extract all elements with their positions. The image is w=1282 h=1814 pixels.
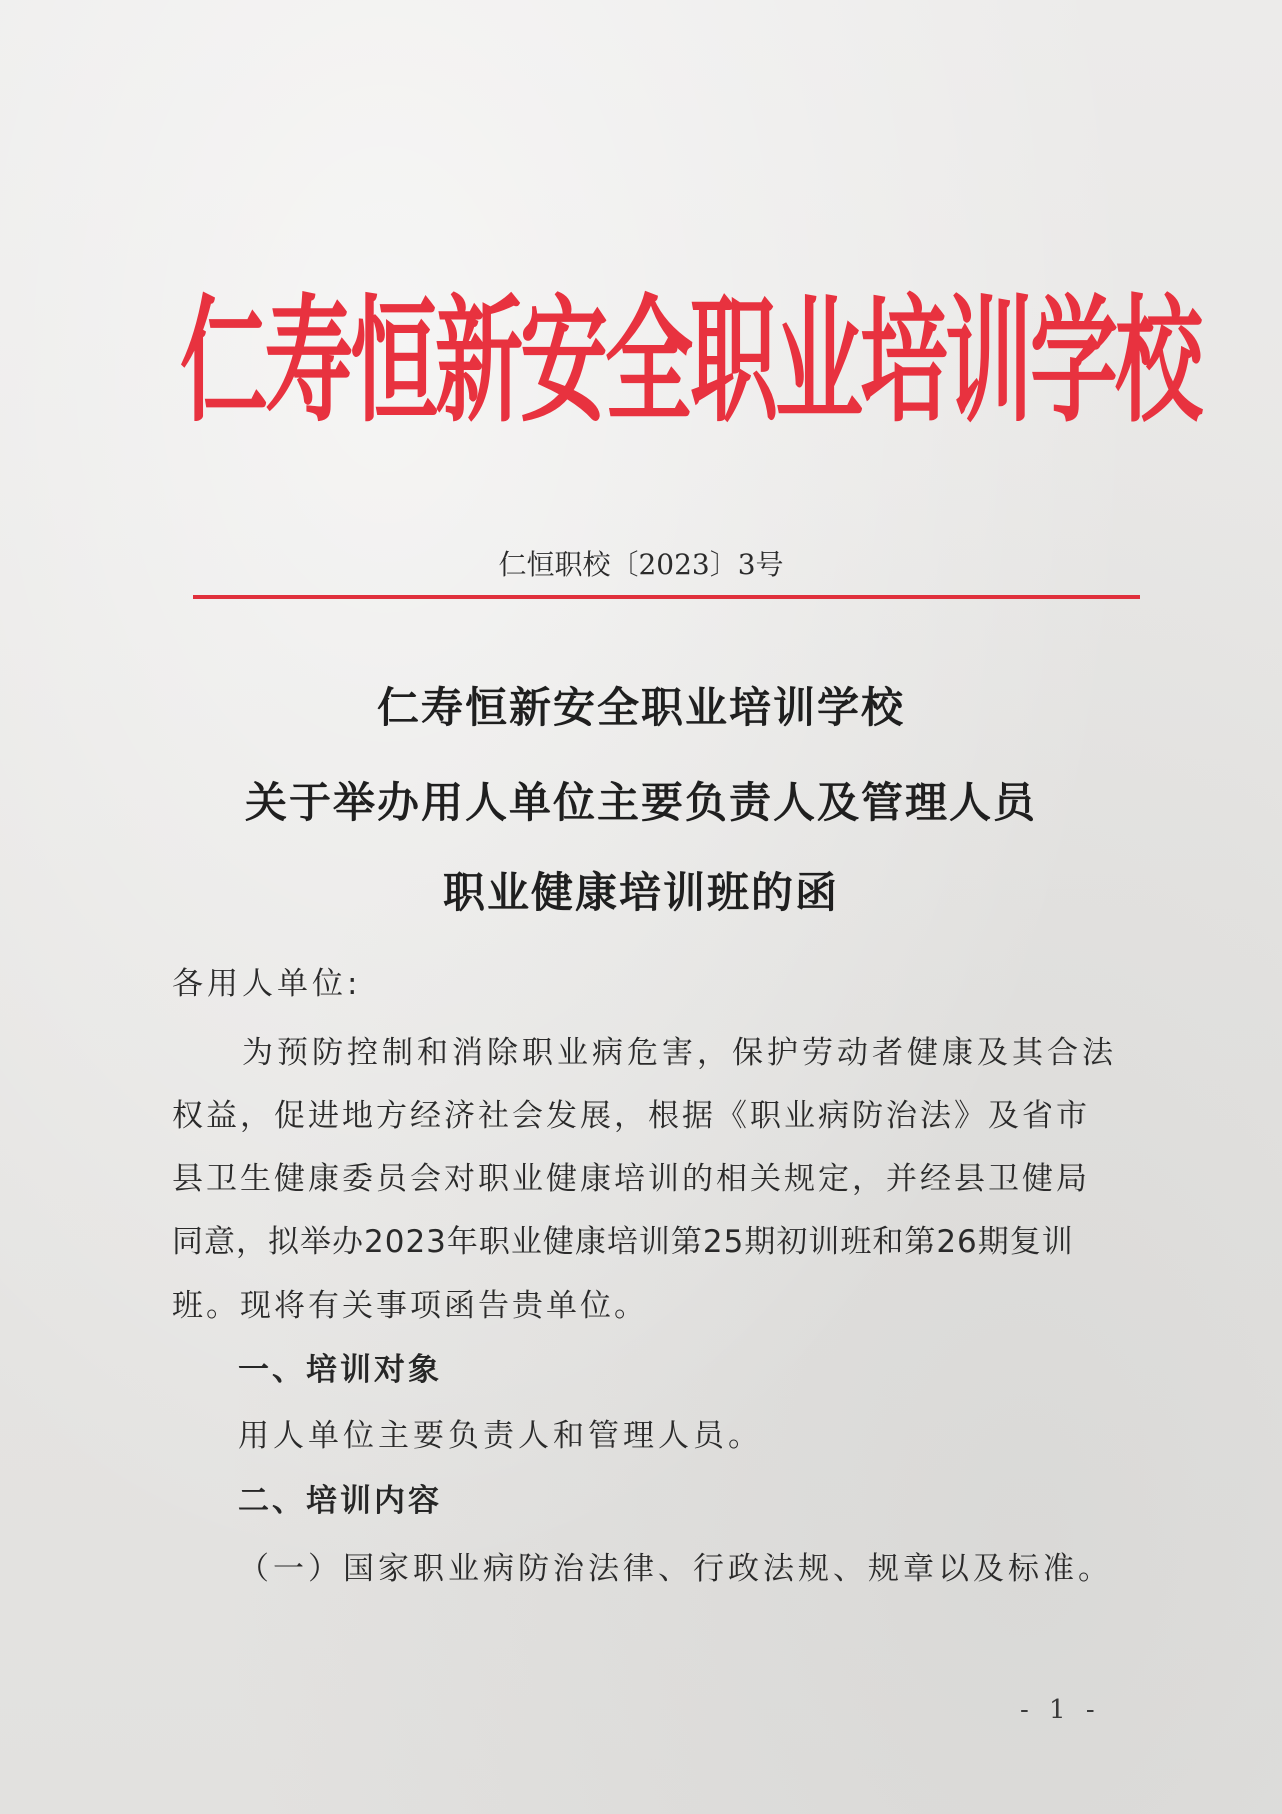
document-title-line-3: 职业健康培训班的函 [442,868,839,917]
paragraph-line: 班。现将有关事项函告贵单位。 [172,1288,648,1324]
section-text-training-target: 用人单位主要负责人和管理人员。 [238,1418,763,1454]
document-title-line-2: 关于举办用人单位主要负责人及管理人员 [244,778,1037,827]
document-title-line-1: 仁寿恒新安全职业培训学校 [376,683,905,732]
section-text-training-content: （一）国家职业病防治法律、行政法规、规章以及标准。 [238,1551,1113,1587]
paragraph-line: 为预防控制和消除职业病危害，保护劳动者健康及其合法 [242,1035,1117,1071]
page-number: - 1 - [1020,1695,1101,1725]
letterhead-institution-name: 仁寿恒新安全职业培训学校 [180,281,1201,442]
salutation: 各用人单位: [172,966,362,1002]
section-heading-training-target: 一、培训对象 [238,1352,442,1388]
paragraph-line: 权益，促进地方经济社会发展，根据《职业病防治法》及省市 [172,1098,1090,1134]
letterhead-red-rule [193,595,1140,599]
section-heading-training-content: 二、培训内容 [238,1483,442,1519]
paragraph-line: 县卫生健康委员会对职业健康培训的相关规定，并经县卫健局 [172,1161,1090,1197]
paragraph-line: 同意，拟举办2023年职业健康培训第25期初训班和第26期复训 [172,1224,1074,1260]
document-number: 仁恒职校〔2023〕3号 [498,548,784,581]
